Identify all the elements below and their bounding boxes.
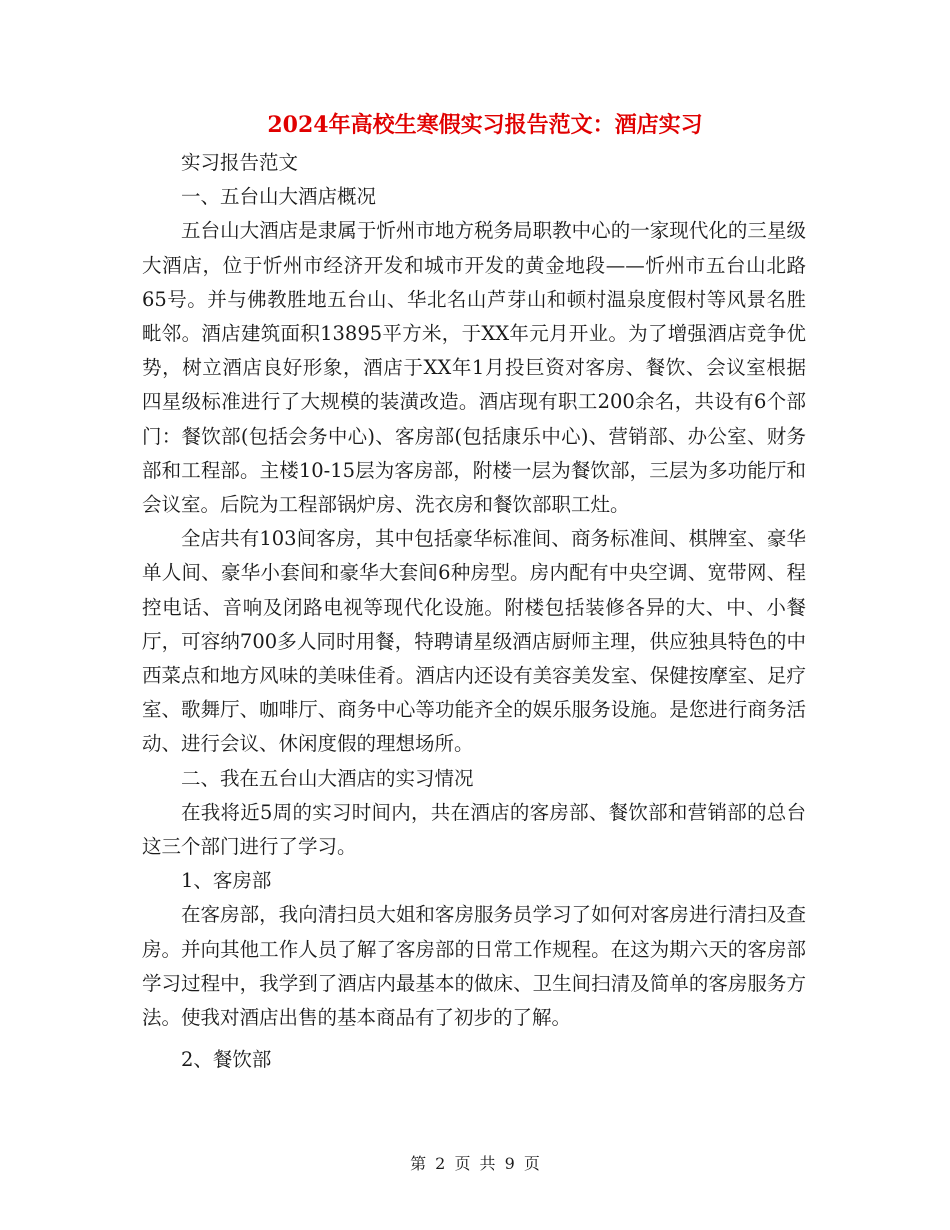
document-body [142, 146, 806, 1077]
section-heading-internship: 二、我在五台山大酒店的实习情况 [181, 766, 474, 790]
paragraph-hotel-facilities: 全店共有103间客房，其中包括豪华标准间、商务标准间、棋牌室、豪华单人间、豪华小套间和豪华大套间6种房型。房内配有中央空调、宽带网、程控电话、音响及闭路电视等现代化设施。附楼包括装修各异的大、中、小餐厅，可容纳700多人同时用餐，特聘请星级酒店厨师主理，供应独具特色的中西菜点和地方风味的美味佳肴。酒店内还设有美容美发室、保健按摩室、足疗室、歌舞厅、咖啡厅、商务中心等功能齐全的娱乐服务设施。是您进行商务活动、进行会议、休闲度假的理想场所。 [142, 527, 806, 756]
document-title: 2024年高校生寒假实习报告范文：酒店实习 [267, 112, 703, 138]
subheading-housekeeping: 1、客房部 [181, 869, 272, 893]
subheading-catering: 2、餐饮部 [181, 1048, 272, 1072]
paragraph-hotel-intro: 五台山大酒店是隶属于忻州市地方税务局职教中心的一家现代化的三星级大酒店，位于忻州市经济开发和城市开发的黄金地段——忻州市五台山北路65号。并与佛教胜地五台山、华北名山芦芽山和顿村温泉度假村等风景名胜毗邻。酒店建筑面积13895平方米，于XX年元月开业。为了增强酒店竞争优势，树立酒店良好形象，酒店于XX年1月投巨资对客房、餐饮、会议室根据四星级标准进行了大规模的装潢改造。酒店现有职工200余名，共设有6个部门：餐饮部(包括会务中心)、客房部(包括康乐中心)、营销部、办公室、财务部和工程部。主楼10-15层为客房部，附楼一层为餐饮部，三层为多功能厅和会议室。后院为工程部锅炉房、洗衣房和餐饮部职工灶。 [142, 219, 806, 517]
page-footer: 第 2 页 共 9 页 [410, 1154, 540, 1173]
paragraph-report-label: 实习报告范文 [181, 151, 299, 174]
paragraph-internship-summary: 在我将近5周的实习时间内，共在酒店的客房部、餐饮部和营销部的总台这三个部门进行了学习。 [142, 800, 806, 859]
section-heading-hotel-overview: 一、五台山大酒店概况 [181, 185, 377, 209]
paragraph-housekeeping: 在客房部，我向清扫员大姐和客房服务员学习了如何对客房进行清扫及查房。并向其他工作人员了解了客房部的日常工作规程。在这为期六天的客房部学习过程中，我学到了酒店内最基本的做床、卫生间扫清及简单的客房服务方法。使我对酒店出售的基本商品有了初步的了解。 [142, 903, 806, 1030]
